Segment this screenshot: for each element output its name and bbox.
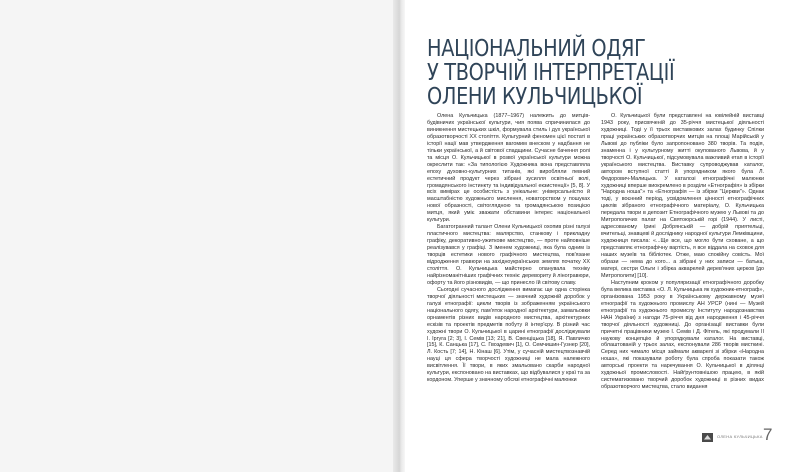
- page-number: 7: [763, 425, 773, 444]
- paragraph: О. Кульчицької були представлені на ювілейній виставці 1943 року, присвяченій до 35-річчя мистецької діяльності художниці. Тоді у її трьох виставкових залах будинку Спілки праці українських образотворчих митців на площі Марійській у Львові до публіки було запропоновано 380 творів. Та подія, знаменна і у культурному житті окупованого Львова, й у творчості О. Кульчицької, підсумовувала важливий етап в історії українського мистецтва. Виставку супроводжував каталог, автором вступної статті й упорядником якого була Л. Федорович-Малицька. У каталозі етнографічні малюнки художниці вперше виокремлено в розділи «Етнографія» із збірки "Народна ноша"» та «Етнографія — із збірки "Церкви"». Однак тоді, у воєнний період, усвідомлення цінності етнографічних циклів зібраного етнографічного матеріалу, О. Кульчицька передала твори в депозит Етнографічного музею у Львові та до Митрополичих палат на Святоюрській горі (1944). У листі, адресованому Ірині Добрянській — добрій приятельці, вчительці, знавцеві й досліднику народної культури Лемківщини, художниця писала: «...Ще все, що могло бути сховане, а що представляє етнографічну вартість, я все віддала на сховок для наших музеїв та бібліотек. Отже, маю спокійну совість. Мої образи — нема до кого... а зібрані у них записи — батька, матері, сестри Ольги і збірка акварелей дерев'яних церков [до Митрополити] [10].: [601, 113, 764, 279]
- paragraph: Багатогранний талант Олени Кульчицької охопив різні галузі пластичного мистецтва: малярство, станкову і прикладну графіку, декоративно-ужиткове мистецтво, — проте найповніше реалізувався у графіці. З іменем художниці, яка була одним із творців естетики нового графічного мистецтва, пов'язане відродження гравюри на західноукраїнських землях початку ХХ століття. О. Кульчицька майстерно опанувала техніку найрізноманітніших графічних технік: деревориту й ліногравюри, офорту та його різновидів, — що принесло їй світову славу.: [427, 224, 590, 286]
- title-line-1: НАЦІОНАЛЬНИЙ ОДЯГ: [427, 36, 646, 62]
- text-column-right: [601, 113, 764, 391]
- paragraph: Сьогодні сучасного дослідження вимагає ще одна сторінка творчої діяльності мистецьких — значний художній доробок у галузі етнографії: цикли творів із зображенням українського національного одягу, пам'яток народної архітектури, замальовки орнаментів різних видів народного мистецтва, архітектурних ескізів та проектів предметів побуту й інтер'єру. В різний час художні твори О. Кульчицької в царині етнографії досліджували І. Іргуга [2; 3], І. Семів [13; 21], В. Свенціцька [18], Я. Павличко [15], К. Санцька [17], С. Гвоздевич [1], О. Семчишин-Гузнер [20], Л. Кость [7; 14], Н. Кінаш [6]. Утім, у сучасній мистецтвознавчій науці ця сфера творчості художниці не мала належного висвітлення. Її твори, в яких змальовано скарби народної культури, експоновано на виставках, що відбувалися у краї та за кордоном. Уперше у значному обсязі етнографічні малюнки: [427, 286, 590, 384]
- paragraph: Наступним кроком у популяризації етнографічного доробку була велика виставка «О. Л. Кульчицька як художник-етнограф», організована 1953 року в Українському державному музеї етнографії та художнього промислу АН УРСР (нині — Музей етнографії та художнього промислу Інституту народознавства НАН України) з нагоди 75-річчя від дня народження і 45-річчя творчої діяльності художниці. До організації виставки були причетні працівники музею І. Семів і Д. Фітель, які продумали ІІ наукову концепцію й упорядкували каталог. На виставці, облаштованій у трьох залах, експонували 286 творів мисткині. Серед них чимало місця займали акварелі зі збірки «Народна ноша», які показували роботу була спроба показати також авторські проекти та наречування О. Кульчицької в ділянці художньої промисловості. Найґрунтовнішою працею, в якій систематизовано творчий доробок художниці в різних видах образотворчого мистецтва, стало видання: [601, 279, 764, 391]
- title-line-3: ОЛЕНИ КУЛЬЧИЦЬКОЇ: [427, 84, 643, 110]
- running-head: ОЛЕНА КУЛЬЧИЦЬКА: [717, 434, 763, 439]
- title-line-2: У ТВОРЧІЙ ІНТЕРПРЕТАЦІЇ: [427, 60, 675, 86]
- text-column-left: [427, 113, 590, 384]
- paragraph: Олена Кульчицька (1877–1967) належить до митців-будівничих української культури, чия поява спричинилася до виникнення мистецьких шкіл, формувала стиль і дух української образотворчості ХХ століття. Культурний феномен цієї постаті в історії нації мав утвердження вагомим внеском у надбання не тільки української, а й світової спадщини. Сучасне бачення ролі та місця О. Кульчицької в розвої української культури можна окреслити так: «За типологією Художника вона представляла епоху духовно-культурних титанів, які виробляли певний естетичний продукт через зібрані зусилля освітньої волі, громадянського інстинкту та індивідуальної екзистенції» [5, 8]. У всіх вимірах це особистість з унікальне: універсальністю й масштабністю художнього мислення, новаторством у пошуках нової образності, світоглядною та громадянською позицією митця, який уміє зважати обставини інтерес національної культури.: [427, 113, 590, 224]
- book-logo-icon: [702, 433, 713, 442]
- left-page-blank: [0, 0, 399, 472]
- page-title: [427, 37, 679, 109]
